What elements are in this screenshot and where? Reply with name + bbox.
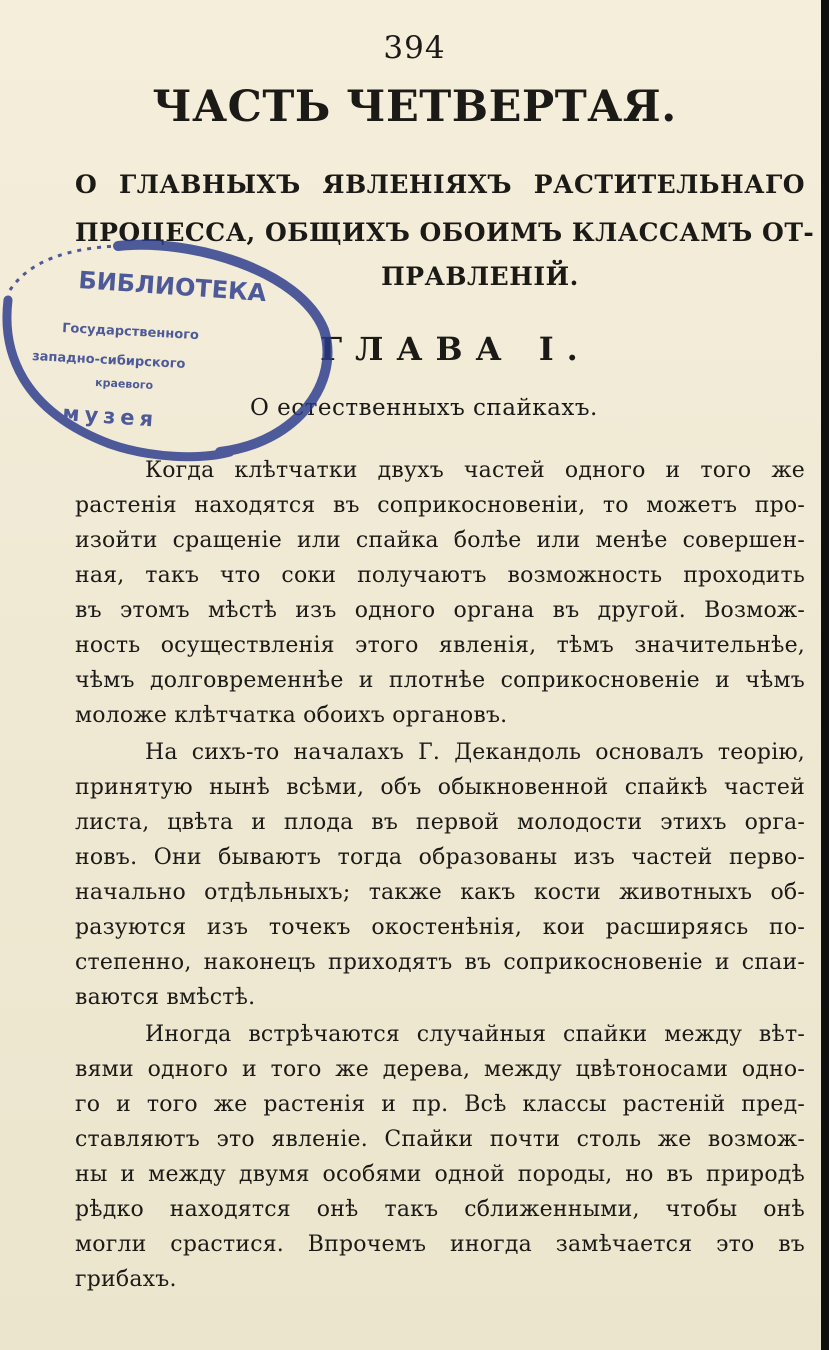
section-heading-line-2: ПРОЦЕССА, ОБЩИХЪ ОБОИМЪ КЛАССАМЪ ОТ- bbox=[75, 218, 815, 247]
scan-edge bbox=[821, 0, 829, 1350]
text-line: го и того же растенія и пр. Всѣ классы растеній пред- bbox=[75, 1092, 805, 1117]
text-line: принятую нынѣ всѣми, объ обыкновенной спайкѣ частей bbox=[75, 775, 805, 800]
text-line: На сихъ-то началахъ Г. Декандоль основалъ теорію, bbox=[145, 740, 805, 765]
stamp-text-line: Государственного bbox=[61, 321, 200, 344]
text-line: въ этомъ мѣстѣ изъ одного органа въ другой. Возмож- bbox=[75, 598, 805, 623]
text-line: чѣмъ долговременнѣе и плотнѣе соприкосновеніе и чѣмъ bbox=[75, 668, 805, 693]
section-heading-line-1: О ГЛАВНЫХЪ ЯВЛЕНІЯХЪ РАСТИТЕЛЬНАГО bbox=[75, 170, 805, 199]
text-line: рѣдко находятся онѣ такъ сближенными, чтобы онѣ bbox=[75, 1197, 805, 1222]
text-line: новъ. Они бываютъ тогда образованы изъ частей перво- bbox=[75, 845, 805, 870]
text-line: Иногда встрѣчаются случайныя спайки между вѣт- bbox=[145, 1022, 805, 1047]
chapter-title: ГЛАВА I. bbox=[320, 330, 591, 368]
text-line: ваются вмѣстѣ. bbox=[75, 985, 256, 1010]
text-line: начально отдѣльныхъ; также какъ кости животныхъ об- bbox=[75, 880, 805, 905]
text-line: степенно, наконецъ приходятъ въ соприкосновеніе и спаи- bbox=[75, 950, 805, 975]
text-line: грибахъ. bbox=[75, 1267, 177, 1292]
part-title: ЧАСТЬ ЧЕТВЕРТАЯ. bbox=[152, 82, 677, 132]
text-line: ны и между двумя особями одной породы, но въ природѣ bbox=[75, 1162, 805, 1187]
stamp-text-line: музея bbox=[61, 401, 159, 432]
text-line: растенія находятся въ соприкосновеніи, то можетъ про- bbox=[75, 493, 805, 518]
text-line: ность осуществленія этого явленія, тѣмъ значительнѣе, bbox=[75, 633, 805, 658]
text-line: могли срастися. Впрочемъ иногда замѣчается это въ bbox=[75, 1232, 805, 1257]
stamp-text-line: БИБЛИОТЕКА bbox=[77, 266, 268, 308]
chapter-subtitle: О естественныхъ спайкахъ. bbox=[250, 395, 598, 421]
library-stamp bbox=[0, 230, 340, 470]
text-line: ставляютъ это явленіе. Спайки почти столь же возмож- bbox=[75, 1127, 805, 1152]
stamp-text-line: краевого bbox=[94, 376, 154, 393]
text-line: листа, цвѣта и плода въ первой молодости этихъ орга- bbox=[75, 810, 805, 835]
text-line: моложе клѣтчатка обоихъ органовъ. bbox=[75, 703, 508, 728]
page-number: 394 bbox=[383, 30, 446, 66]
text-line: Когда клѣтчатки двухъ частей одного и того же bbox=[145, 458, 805, 483]
text-line: ная, такъ что соки получаютъ возможность проходить bbox=[75, 563, 805, 588]
stamp-text-line: западно-сибирского bbox=[31, 349, 186, 373]
text-line: разуются изъ точекъ окостенѣнія, кои расширяясь по- bbox=[75, 915, 805, 940]
text-line: вями одного и того же дерева, между цвѣтоносами одно- bbox=[75, 1057, 805, 1082]
section-heading-line-3: ПРАВЛЕНІЙ. bbox=[381, 262, 579, 291]
text-line: изойти сращеніе или спайка болѣе или менѣе совершен- bbox=[75, 528, 805, 553]
